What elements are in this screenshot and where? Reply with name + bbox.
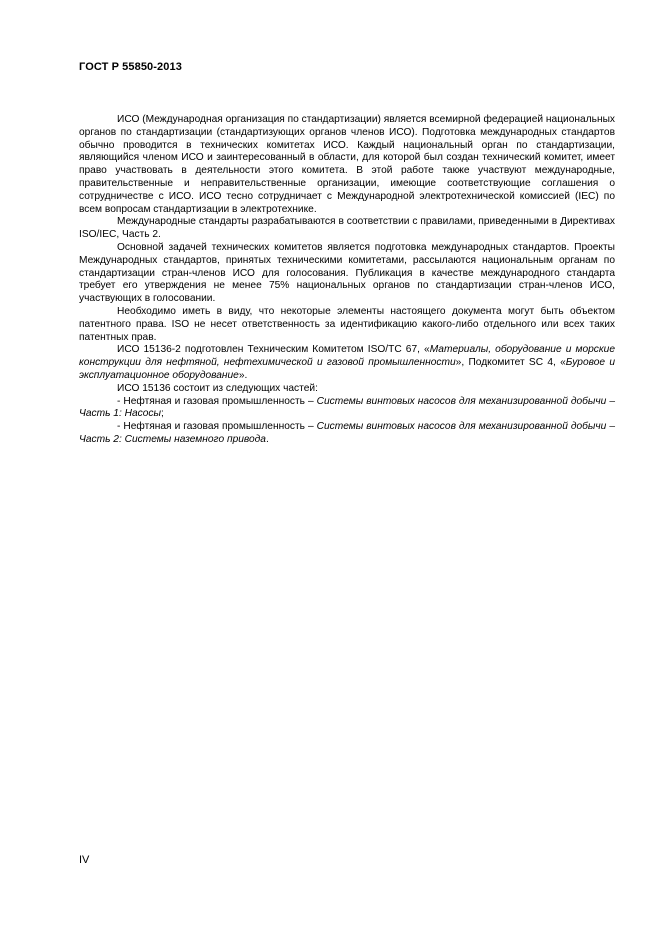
paragraph-directives: Международные стандарты разрабатываются в соответствии с правилами, приведенными в Директивах ISO/IEC, Часть 2. <box>79 216 615 241</box>
list-item-prefix: - Нефтяная и газовая промышленность – <box>117 421 317 433</box>
list-item-suffix: ; <box>161 408 164 420</box>
prepared-by-text-1: ИСО 15136-2 подготовлен Техническим Комитетом ISO/TC 67, « <box>117 344 430 356</box>
foreword-text <box>79 114 615 447</box>
prepared-by-text-3: ». <box>238 369 248 381</box>
list-item-part-1 <box>79 396 615 422</box>
paragraph-prepared-by <box>79 344 615 382</box>
subcommittee-title: Буровое и эксплуатационное оборудование <box>79 357 615 381</box>
list-item-title: Системы винтовых насосов для механизированной добычи – Часть 2: Системы наземного привода <box>79 421 615 445</box>
paragraph-patent-notice: Необходимо иметь в виду, что некоторые элементы настоящего документа могут быть объектом патентного права. ISO не несет ответственность за идентификацию какого-либо отдельного или всех таких патентных прав. <box>79 305 615 343</box>
list-item-prefix: - Нефтяная и газовая промышленность – <box>117 395 317 407</box>
paragraph-parts-intro: ИСО 15136 состоит из следующих частей: <box>117 382 318 394</box>
list-item-suffix: . <box>265 433 269 445</box>
page-number: IV <box>79 854 90 866</box>
prepared-by-text-2: », Подкомитет SC 4, « <box>455 357 566 369</box>
committee-title: Материалы, оборудование и морские конструкции для нефтяной, нефтехимической и газовой промышленности <box>79 344 616 369</box>
paragraph-committees-task: Основной задачей технических комитетов является подготовка международных стандартов. Проекты Международных стандартов, принятых техническими комитетами, рассылаются национальным органам по стандартизации стран-членов ИСО для голосования. Публикация в качестве международного стандарта требует его утверждения не менее 75% национальных органов по стандартизации стран-членов ИСО, участвующих в голосовании. <box>79 241 615 305</box>
list-item-part-2 <box>79 421 615 447</box>
standard-code: ГОСТ Р 55850-2013 <box>79 61 182 73</box>
list-item-title: Системы винтовых насосов для механизированной добычи – Часть 1: Насосы <box>79 395 615 420</box>
paragraph-iso-intro: ИСО (Международная организация по стандартизации) является всемирной федерацией национальных органов по стандартизации (стандартизующих органов членов ИСО). Подготовка международных стандартов обычно проводится в технических комитетах ИСО. Каждый национальный орган по стандартизации, являющийся членом ИСО и заинтересованный в области, для которой был создан технический комитет, имеет право участвовать в деятельности этого комитета. В этой работе также участвуют международные, правительственные и неправительственные организации, имеющие соответствующие соглашения о сотрудничестве с ИСО. ИСО тесно сотрудничает с Международной электротехнической комиссией (IEC) по всем вопросам стандартизации в электротехнике. <box>79 114 615 215</box>
